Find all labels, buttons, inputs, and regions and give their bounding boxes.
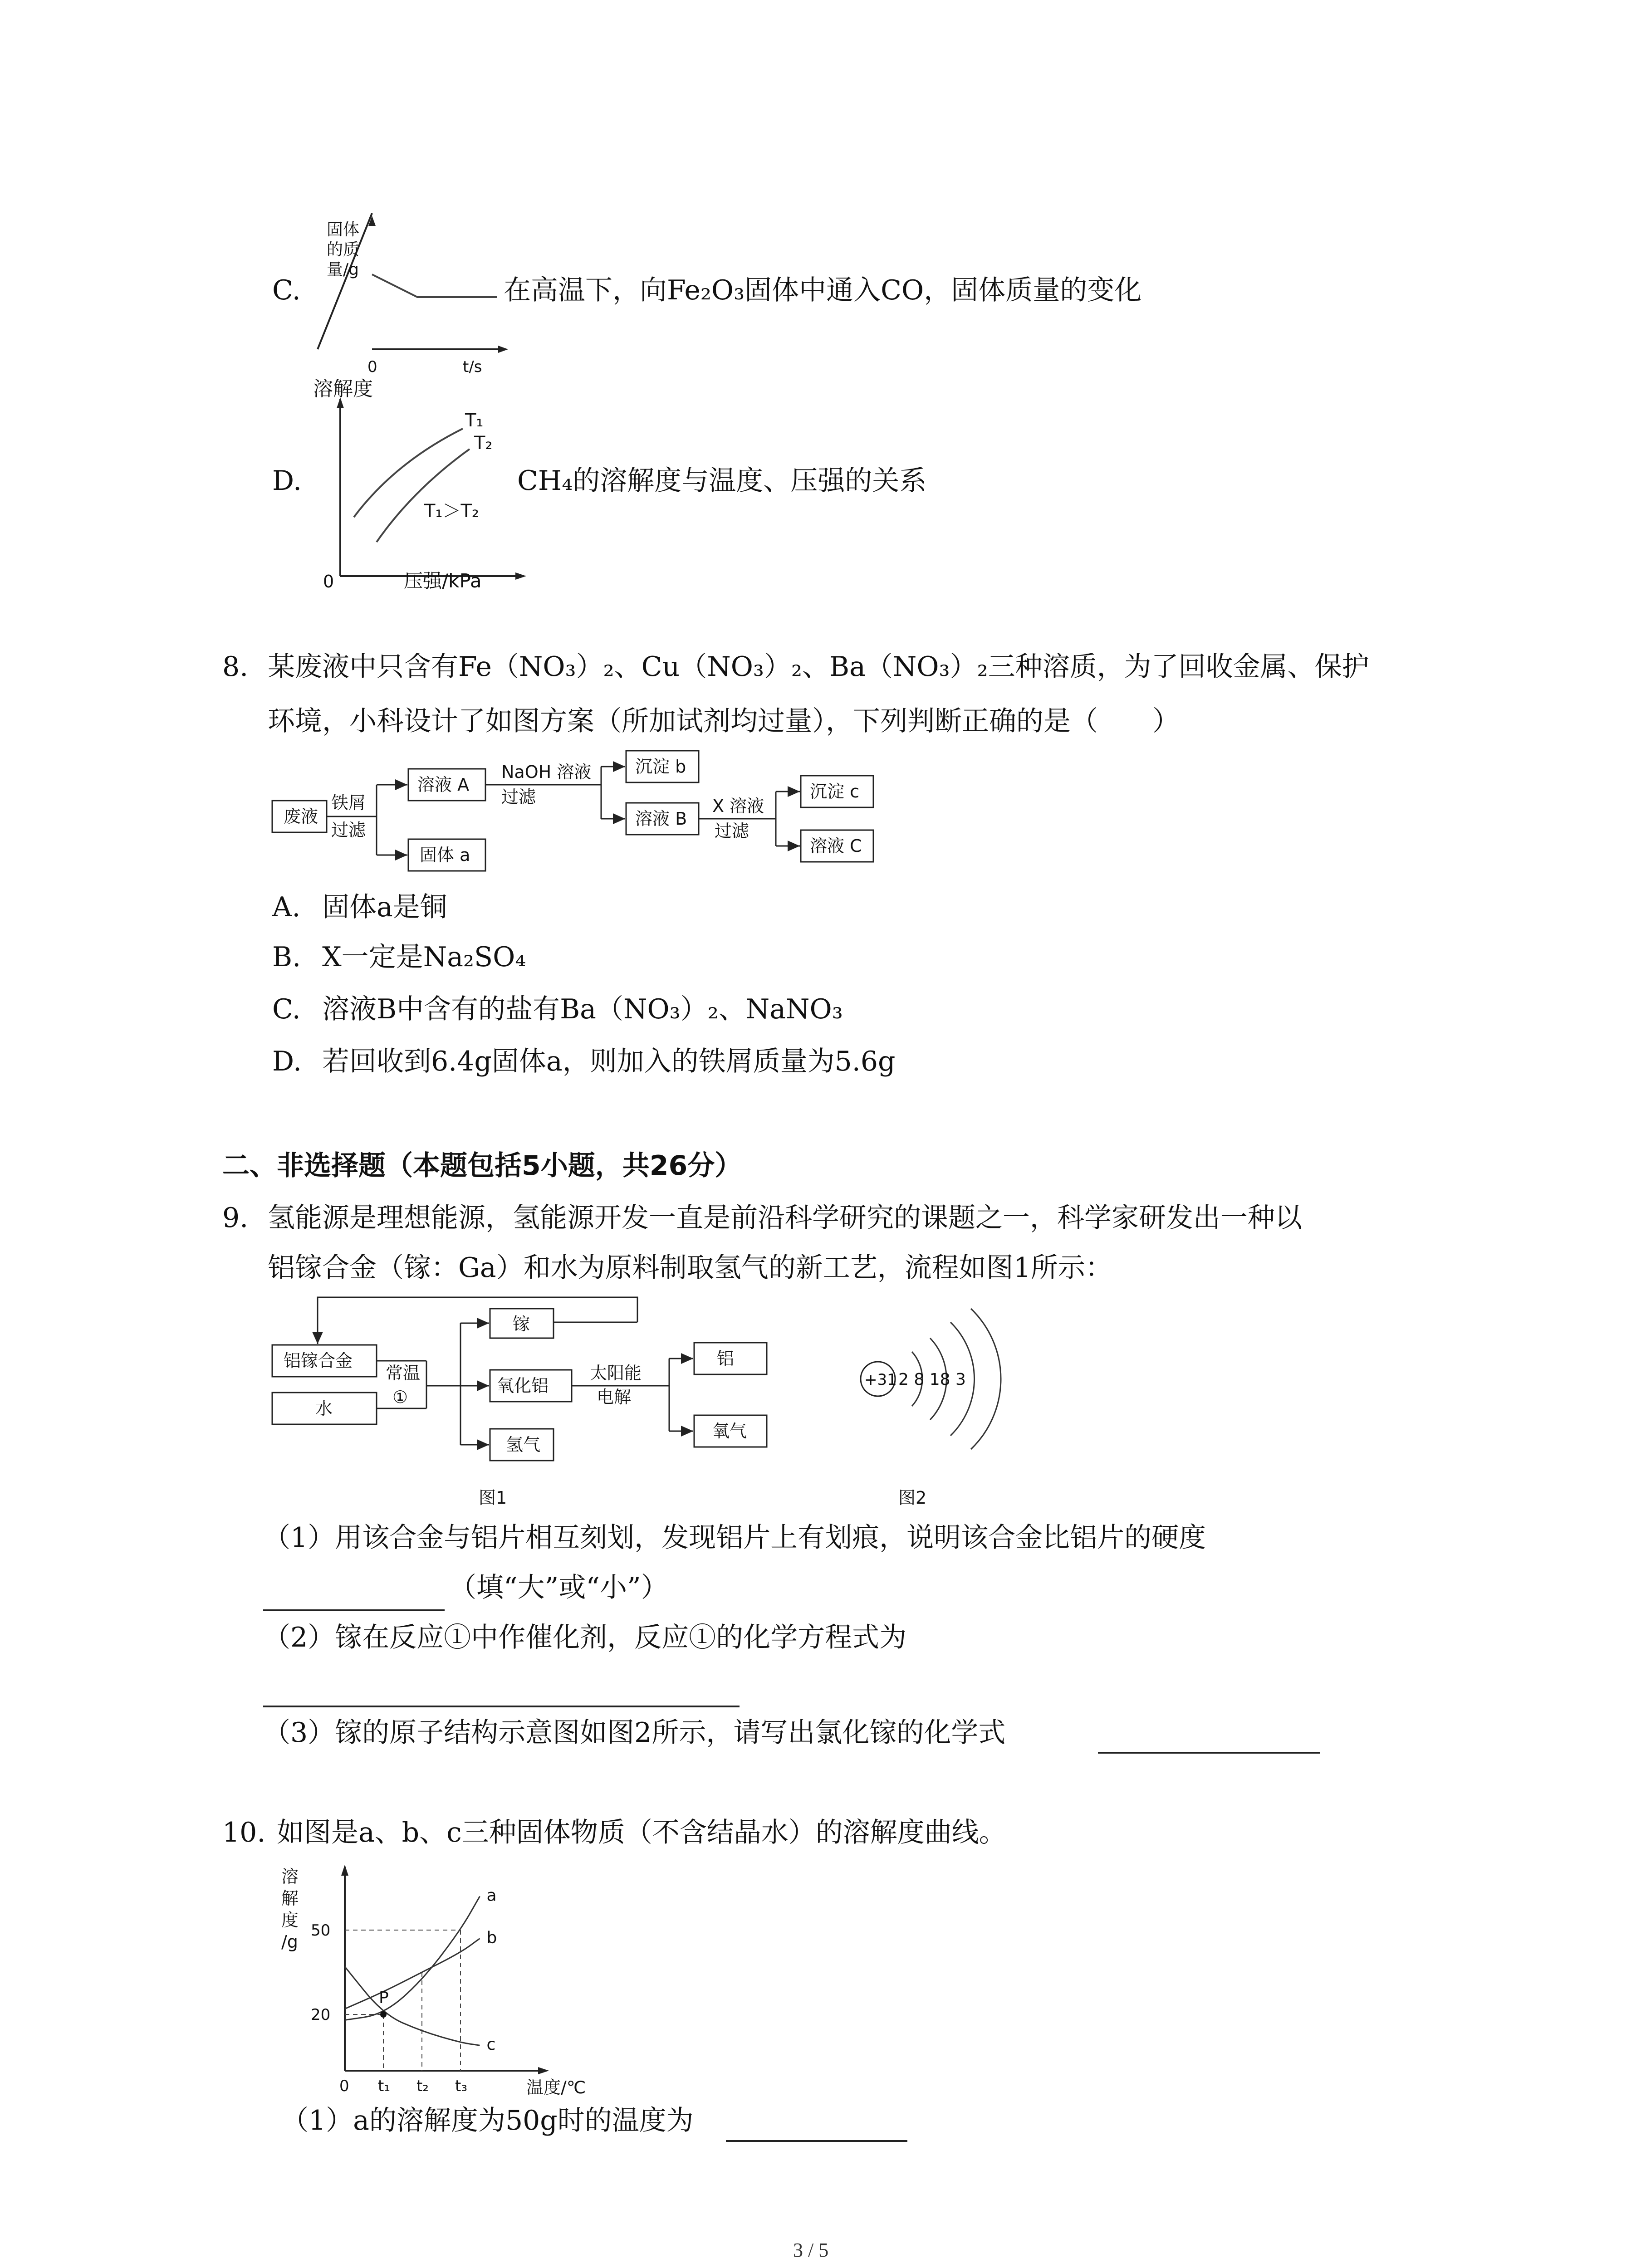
curve-c	[345, 1967, 480, 2046]
q7-c-letter: C.	[272, 274, 301, 306]
y-axis-label-part: 度	[281, 1910, 299, 1930]
q10-stem: 如图是a、b、c三种固体物质（不含结晶水）的溶解度曲线。	[277, 1817, 1006, 1848]
q9-sub2: （2）镓在反应①中作催化剂，反应①的化学方程式为	[263, 1622, 907, 1653]
q10-number: 10.	[222, 1817, 266, 1848]
q8-option-b-text: X一定是Na₂SO₄	[322, 941, 526, 973]
q9-sub3-answer-blank[interactable]	[1098, 1752, 1320, 1754]
label-elec-top: 太阳能	[590, 1363, 642, 1383]
curve-label-c: c	[486, 2035, 496, 2054]
label-solution-a: 溶液 A	[417, 775, 470, 795]
q10-sub1-answer-blank[interactable]	[726, 2140, 907, 2142]
shells-label: 2 8 18 3	[898, 1370, 966, 1389]
q9-fig2-atom	[844, 1297, 1016, 1506]
q9-sub1-line1: （1）用该合金与铝片相互刻划，发现铝片上有划痕，说明该合金比铝片的硬度	[263, 1522, 1206, 1554]
nucleus-label: +31	[864, 1371, 897, 1389]
fig2-caption: 图2	[898, 1488, 927, 1508]
label-alumina: 氧化铝	[497, 1376, 549, 1396]
t-compare-label: T₁＞T₂	[424, 501, 479, 522]
label-solid-a: 固体 a	[420, 845, 470, 865]
q9-number: 9.	[222, 1202, 249, 1234]
label-step2-bottom: 过滤	[501, 787, 536, 807]
q8-flow-diagram	[270, 751, 882, 887]
q7-d-text: CH₄的溶解度与温度、压强的关系	[517, 465, 927, 497]
y-label: 溶解度	[313, 377, 373, 401]
q8-stem-line2: 环境，小科设计了如图方案（所加试剂均过量），下列判断正确的是（ ）	[268, 705, 1180, 737]
mass-curve	[372, 274, 497, 297]
y-label-3: 量/g	[327, 260, 359, 279]
y-axis-label-part: 解	[281, 1888, 299, 1908]
y-axis-label-part: /g	[281, 1932, 298, 1952]
q8-option-d-text: 若回收到6.4g固体a，则加入的铁屑质量为5.6g	[322, 1046, 896, 1077]
label-waste: 废液	[284, 807, 318, 826]
q8-number: 8.	[222, 651, 249, 683]
q9-stem-line1: 氢能源是理想能源，氢能源开发一直是前沿科学研究的课题之一，科学家研发出一种以	[268, 1202, 1302, 1234]
page-number: 3 / 5	[793, 2239, 829, 2261]
label-oxygen: 氧气	[712, 1421, 747, 1441]
point-p	[380, 2011, 387, 2018]
label-solution-b: 溶液 B	[635, 809, 687, 829]
x-label: 压强/kPa	[404, 570, 482, 592]
label-step1-bottom: 过滤	[331, 820, 366, 840]
q7-c-text: 在高温下，向Fe₂O₃固体中通入CO，固体质量的变化	[504, 274, 1142, 306]
y-label-2: 的质	[327, 240, 360, 259]
label-cond-top: 常温	[386, 1363, 421, 1383]
q8-option-c-text: 溶液B中含有的盐有Ba（NO₃）₂、NaNO₃	[322, 993, 843, 1025]
curve-a	[345, 1897, 480, 2020]
curve-b	[345, 1939, 480, 2009]
y-tick-label: 50	[311, 1921, 331, 1940]
x-axis-label: 温度/℃	[526, 2077, 586, 2097]
label-precipitate-b: 沉淀 b	[635, 757, 686, 777]
q9-sub3: （3）镓的原子结构示意图如图2所示，请写出氯化镓的化学式	[263, 1717, 1006, 1749]
x-tick-label: t₃	[455, 2077, 467, 2095]
t1-label: T₁	[465, 410, 484, 431]
point-p-label: P	[379, 1989, 389, 2007]
q9-sub1-line2: （填“大”或“小”）	[449, 1572, 668, 1603]
curve-label-b: b	[486, 1928, 497, 1947]
x-axis-arrow	[538, 2067, 549, 2074]
y-axis-arrow	[341, 1865, 348, 1876]
q8-option-a-text: 固体a是铜	[322, 891, 447, 923]
q9-sub2-answer-blank[interactable]	[263, 1706, 740, 1707]
y-tick-label: 20	[311, 2006, 331, 2024]
label-precipitate-c: 沉淀 c	[810, 782, 859, 802]
origin-label: 0	[323, 572, 334, 591]
q8-stem-line1: 某废液中只含有Fe（NO₃）₂、Cu（NO₃）₂、Ba（NO₃）₂三种溶质，为了回收金属、保护	[268, 651, 1369, 683]
t2-label: T₂	[474, 433, 493, 454]
label-gallium: 镓	[513, 1314, 530, 1334]
label-elec-bottom: 电解	[597, 1387, 632, 1407]
q9-sub1-answer-blank[interactable]	[263, 1609, 445, 1611]
q8-option-c-letter: C.	[272, 993, 301, 1025]
q7-c-graph	[318, 213, 508, 376]
label-step1-top: 铁屑	[331, 793, 366, 813]
label-fig1-caption: 图1	[479, 1488, 507, 1508]
curve-t2	[377, 449, 470, 542]
label-step3-top: X 溶液	[712, 796, 764, 816]
y-label-1: 固体	[327, 220, 360, 239]
label-solution-c: 溶液 C	[810, 836, 862, 856]
q7-d-graph	[313, 376, 531, 594]
section-title: 二、非选择题（本题包括5小题，共26分）	[222, 1150, 742, 1182]
label-cond-bottom: ①	[392, 1387, 408, 1407]
curve-label-a: a	[486, 1886, 497, 1905]
label-step3-bottom: 过滤	[715, 821, 749, 841]
q8-option-b-letter: B.	[272, 941, 301, 973]
x-label: t/s	[463, 358, 482, 376]
label-hydrogen: 氢气	[506, 1435, 541, 1455]
y-axis-label-part: 溶	[281, 1867, 299, 1887]
label-water: 水	[315, 1398, 333, 1418]
q8-option-d-letter: D.	[272, 1046, 302, 1077]
q8-option-a-letter: A.	[272, 891, 301, 923]
q10-sub1: （1）a的溶解度为50g时的温度为	[281, 2105, 694, 2136]
label-step2-top: NaOH 溶液	[501, 762, 592, 782]
origin-label: 0	[367, 358, 377, 376]
label-alloy: 铝镓合金	[284, 1351, 353, 1371]
q9-stem-line2: 铝镓合金（镓：Ga）和水为原料制取氢气的新工艺，流程如图1所示：	[268, 1252, 1112, 1284]
q10-solubility-chart	[272, 1857, 590, 2098]
q7-d-letter: D.	[272, 465, 302, 497]
label-aluminum: 铝	[717, 1349, 735, 1369]
x-tick-label: t₂	[416, 2077, 429, 2095]
x-tick-label: 0	[339, 2077, 349, 2095]
x-tick-label: t₁	[378, 2077, 390, 2095]
q9-fig1-flow	[270, 1295, 814, 1513]
